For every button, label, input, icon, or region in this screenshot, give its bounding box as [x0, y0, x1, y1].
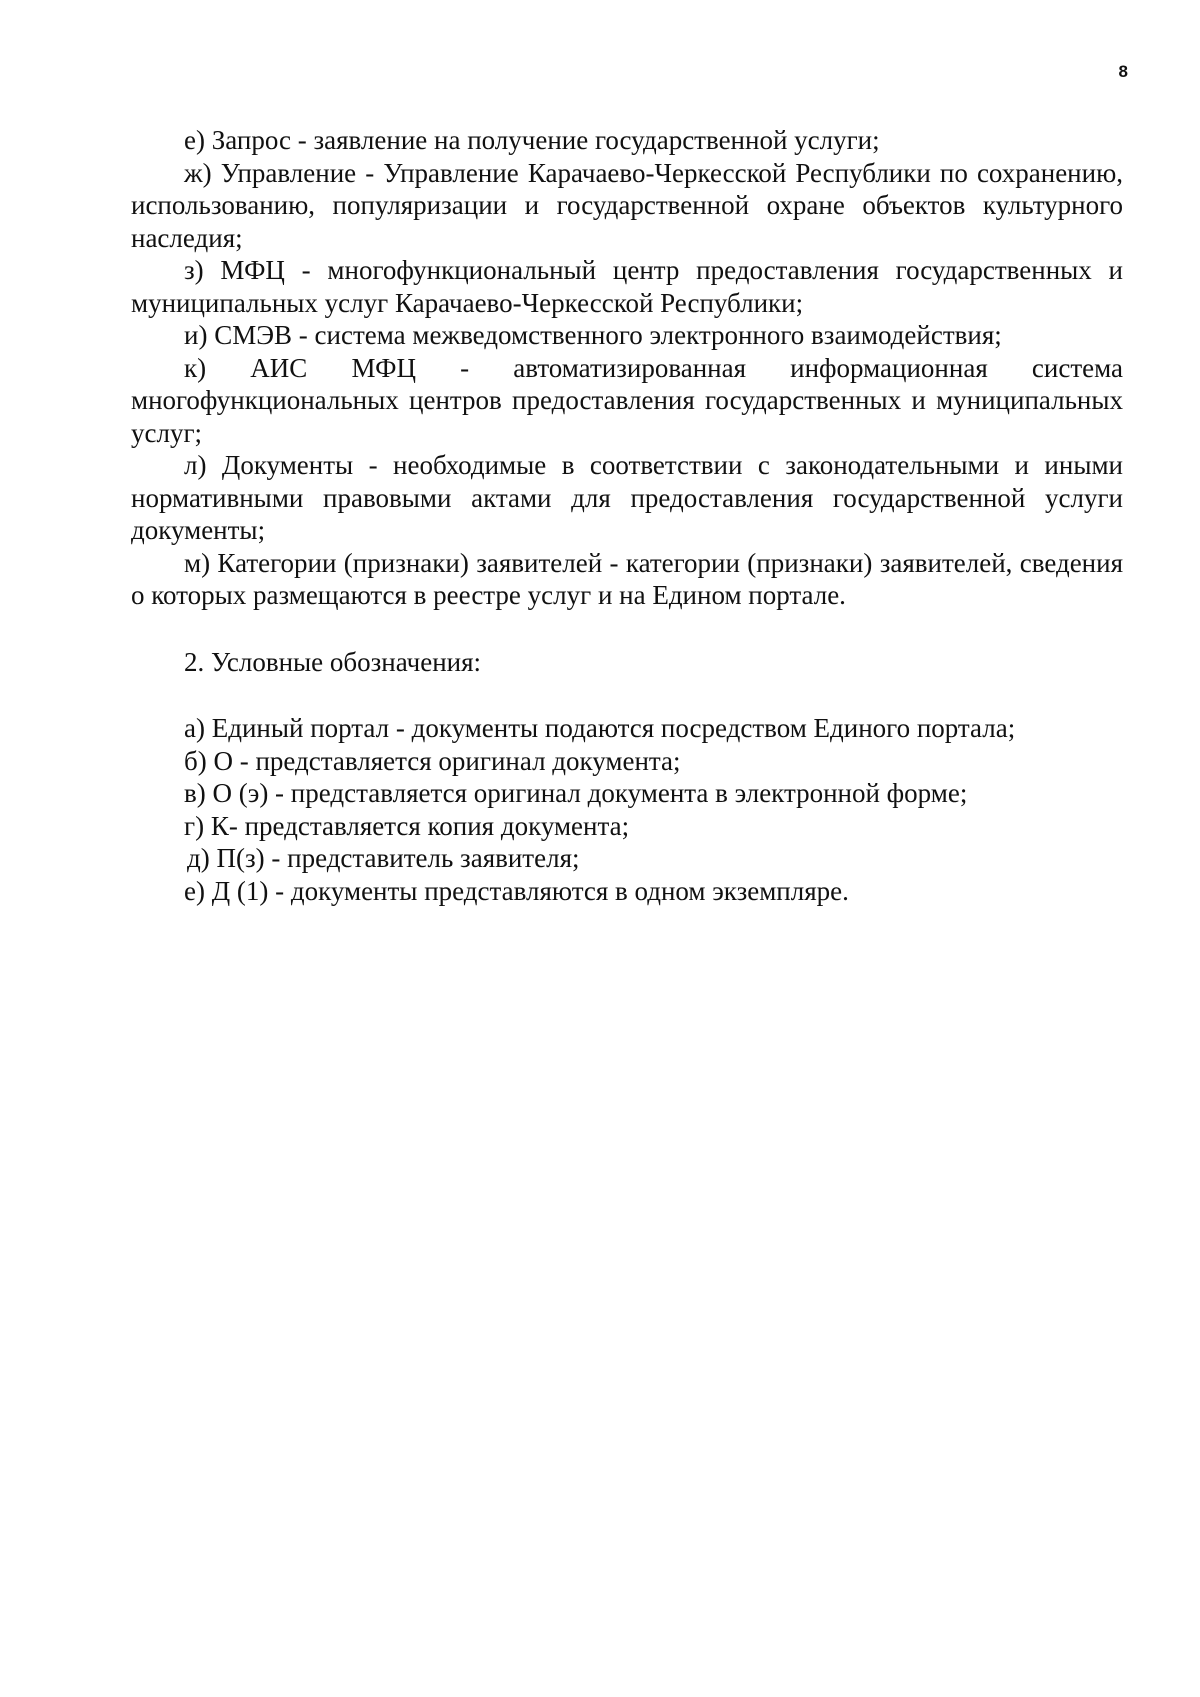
page-number: 8	[1118, 62, 1128, 81]
definition-item: е) Запрос - заявление на получение государственной услуги;	[184, 125, 880, 155]
abbreviation-item: д) П(з) - представитель заявителя;	[187, 843, 580, 873]
definition-item: м) Категории (признаки) заявителей - категории (признаки) заявителей, сведения о которых размещаются в реестре услуг и на Едином портале.	[131, 547, 1123, 610]
definition-item: ж) Управление - Управление Карачаево-Черкесской Республики по сохранению, использованию, популяризации и государственной охране объектов культурного наследия;	[131, 157, 1123, 253]
abbreviation-item: г) К- представляется копия документа;	[184, 810, 630, 841]
abbreviation-item: б) О - представляется оригинал документа;	[184, 745, 681, 776]
definition-item: з) МФЦ - многофункциональный центр предоставления государственных и муниципальных услуг Карачаево-Черкесской Республики;	[131, 255, 1123, 318]
section-heading: 2. Условные обозначения:	[184, 646, 482, 677]
definition-item: к) АИС МФЦ - автоматизированная информационная система многофункциональных центров предоставления государственных и муниципальных услуг;	[131, 352, 1123, 448]
abbreviations-list	[131, 712, 1123, 907]
definition-item: и) СМЭВ - система межведомственного электронного взаимодействия;	[184, 320, 1002, 350]
abbreviation-item: а) Единый портал - документы подаются посредством Единого портала;	[184, 713, 1016, 743]
definition-item: л) Документы - необходимые в соответствии с законодательными и иными нормативными правовыми актами для предоставления государственной услуги документы;	[131, 450, 1123, 545]
abbreviation-item: е) Д (1) - документы представляются в одном экземпляре.	[184, 875, 849, 906]
definitions-list	[131, 124, 1123, 612]
abbreviation-item: в) О (э) - представляется оригинал документа в электронной форме;	[184, 778, 968, 808]
document-body	[131, 124, 1123, 907]
